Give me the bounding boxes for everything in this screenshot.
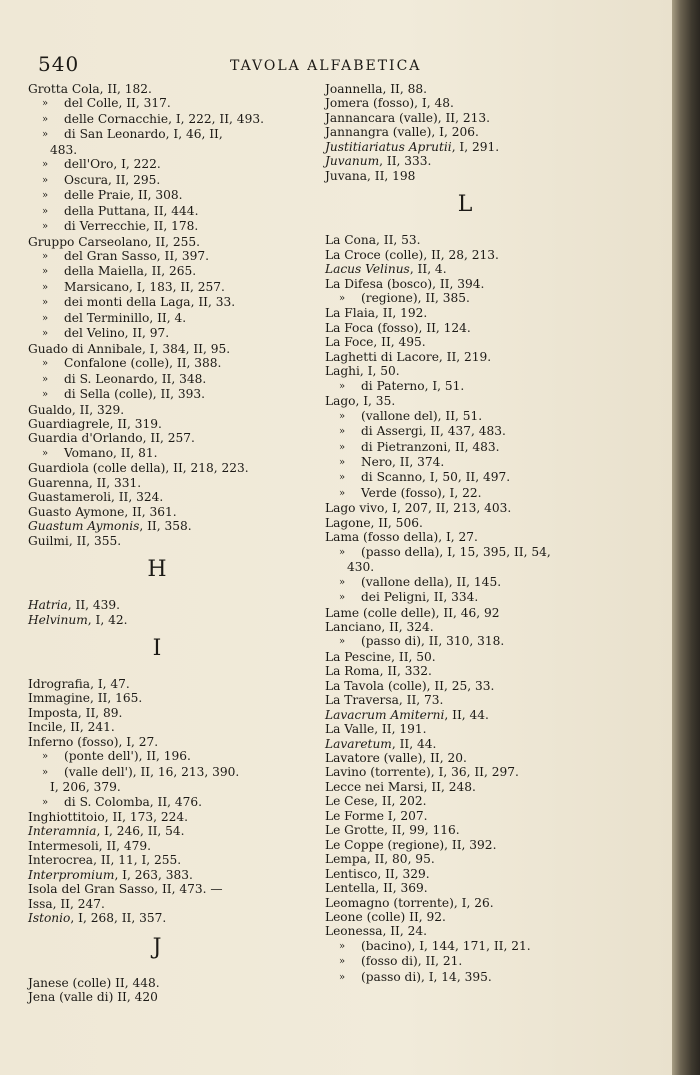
entry-text: Vomano, II, 81. <box>64 445 158 460</box>
entry-text: , II, 44. <box>444 707 489 722</box>
index-entry <box>325 516 655 530</box>
index-entry <box>28 976 308 990</box>
latin-name: Istonio <box>28 911 71 926</box>
ditto-mark: » <box>339 576 346 588</box>
index-subentry <box>325 409 655 424</box>
index-subentry <box>28 264 308 279</box>
index-entry <box>325 896 655 910</box>
section-letter: J <box>152 934 162 960</box>
entry-text: Incile, II, 241. <box>28 720 115 735</box>
entry-text: Lago vivo, I, 207, II, 213, 403. <box>325 501 512 516</box>
index-entry <box>325 838 655 852</box>
ditto-mark: » <box>339 636 346 648</box>
index-subentry <box>28 280 308 295</box>
ditto-mark: » <box>339 971 346 983</box>
latin-name: Lacus Velinus <box>325 262 410 277</box>
ditto-mark: » <box>42 751 49 763</box>
entry-text: , II, 439. <box>67 598 121 613</box>
ditto-mark: » <box>42 266 49 278</box>
entry-text: Confalone (colle), II, 388. <box>64 356 222 371</box>
index-subentry <box>28 749 308 764</box>
index-subentry <box>325 634 655 649</box>
entry-text: del Terminillo, II, 4. <box>64 310 187 325</box>
entry-text: , II, 4. <box>409 262 447 277</box>
index-entry <box>28 911 308 925</box>
index-entry <box>325 620 655 634</box>
index-subentry <box>28 219 308 234</box>
entry-text: La Difesa (bosco), II, 394. <box>325 276 485 291</box>
entry-text: Lagone, II, 506. <box>325 515 423 530</box>
entry-text: La Foce, II, 495. <box>325 335 426 350</box>
index-subentry <box>28 127 308 142</box>
index-subentry <box>325 575 655 590</box>
entry-text: (vallone del), II, 51. <box>361 408 483 423</box>
latin-name: Juvanum <box>325 154 380 169</box>
ditto-mark: » <box>339 940 346 952</box>
entry-text: , II, 358. <box>139 519 192 534</box>
entry-text: Inferno (fosso), I, 27. <box>28 734 159 749</box>
ditto-mark: » <box>42 373 49 385</box>
ditto-mark: » <box>339 456 346 468</box>
ditto-mark: » <box>339 546 346 558</box>
entry-text: La Valle, II, 191. <box>325 722 427 737</box>
index-subentry <box>28 157 308 172</box>
index-entry <box>28 735 308 749</box>
entry-text: Nero, II, 374. <box>361 454 445 469</box>
index-entry <box>28 613 308 627</box>
index-subentry <box>325 545 655 560</box>
index-entry <box>325 737 655 751</box>
index-entry <box>325 765 655 779</box>
ditto-mark: » <box>42 297 49 309</box>
index-entry <box>325 679 655 693</box>
index-entry <box>325 248 655 262</box>
entry-text: Lame (colle delle), II, 46, 92 <box>325 605 500 620</box>
index-entry <box>325 501 655 515</box>
index-entry-continuation <box>28 143 308 157</box>
index-entry <box>325 82 655 96</box>
entry-text: , II, 44. <box>391 736 437 751</box>
index-subentry <box>28 188 308 203</box>
entry-text: Guardiola (colle della), II, 218, 223. <box>28 461 249 476</box>
index-entry <box>325 394 655 408</box>
index-entry <box>28 897 308 911</box>
ditto-mark: » <box>339 380 346 392</box>
entry-text: (vallone della), II, 145. <box>361 574 502 589</box>
entry-text: delle Praie, II, 308. <box>64 188 183 203</box>
index-entry <box>325 350 655 364</box>
entry-text: Marsicano, I, 183, II, 257. <box>64 279 225 294</box>
entry-text: Immagine, II, 165. <box>28 691 143 706</box>
index-entry <box>325 664 655 678</box>
entry-text: Guardia d'Orlando, II, 257. <box>28 431 195 446</box>
entry-text: Inghiottitoio, II, 173, 224. <box>28 810 188 825</box>
latin-name: Lavacrum Amiterni <box>325 707 445 722</box>
entry-text: Joannella, II, 88. <box>325 82 427 96</box>
entry-text: di Verrecchie, II, 178. <box>64 219 199 234</box>
index-subentry <box>325 291 655 306</box>
index-entry <box>28 490 308 504</box>
index-entry <box>28 853 308 867</box>
entry-text: della Maiella, II, 265. <box>64 264 197 279</box>
index-entry <box>325 867 655 881</box>
entry-text: La Pescine, II, 50. <box>325 649 436 664</box>
entry-text: Guardiagrele, II, 319. <box>28 416 162 431</box>
index-subentry <box>28 112 308 127</box>
latin-name: Interamnia <box>28 824 97 839</box>
entry-text: Jena (valle di) II, 420 <box>28 990 158 1005</box>
index-entry <box>325 140 655 154</box>
index-subentry <box>325 440 655 455</box>
entry-text: Imposta, II, 89. <box>28 705 123 720</box>
index-subentry <box>28 295 308 310</box>
entry-text: Interocrea, II, 11, I, 255. <box>28 853 182 868</box>
section-letter: H <box>147 557 167 583</box>
entry-text: di Paterno, I, 51. <box>361 378 465 393</box>
entry-text: Leonessa, II, 24. <box>325 924 427 939</box>
index-entry <box>28 461 308 475</box>
entry-text: Lentella, II, 369. <box>325 881 428 896</box>
index-subentry <box>28 204 308 219</box>
entry-text: di San Leonardo, I, 46, II, <box>64 127 223 142</box>
entry-text: Oscura, II, 295. <box>64 172 161 187</box>
section-letter: I <box>152 635 162 661</box>
index-subentry <box>28 446 308 461</box>
ditto-mark: » <box>42 389 49 401</box>
entry-text: Juvana, II, 198 <box>325 168 416 183</box>
index-entry <box>325 722 655 736</box>
running-title: TAVOLA ALFABETICA <box>230 58 422 74</box>
index-entry <box>28 706 308 720</box>
entry-text: , I, 42. <box>87 612 128 627</box>
index-entry <box>28 868 308 882</box>
index-entry <box>28 342 308 356</box>
entry-text: Lentisco, II, 329. <box>325 866 430 881</box>
entry-text: Gualdo, II, 329. <box>28 402 125 417</box>
index-subentry <box>325 470 655 485</box>
entry-text: di Scanno, I, 50, II, 497. <box>361 470 511 485</box>
entry-text: , I, 246, II, 54. <box>96 824 185 839</box>
index-entry <box>28 810 308 824</box>
index-entry <box>325 277 655 291</box>
ditto-mark: » <box>339 487 346 499</box>
latin-name: Lavaretum <box>325 736 392 751</box>
index-subentry <box>325 970 655 985</box>
entry-text: La Roma, II, 332. <box>325 664 432 679</box>
index-entry <box>325 169 655 183</box>
entry-text: 430. <box>347 560 375 575</box>
index-entry <box>325 530 655 544</box>
entry-text: La Croce (colle), II, 28, 213. <box>325 247 499 262</box>
index-column-right <box>325 82 655 985</box>
entry-text: di S. Leonardo, II, 348. <box>64 371 207 386</box>
index-entry <box>325 910 655 924</box>
ditto-mark: » <box>42 796 49 808</box>
entry-text: delle Cornacchie, I, 222, II, 493. <box>64 111 264 126</box>
index-entry <box>28 824 308 838</box>
entry-text: Le Forme I, 207. <box>325 808 428 823</box>
entry-text: Lago, I, 35. <box>325 394 396 409</box>
index-subentry <box>28 311 308 326</box>
entry-text: Gruppo Carseolano, II, 255. <box>28 234 201 249</box>
entry-text: (passo della), I, 15, 395, II, 54, <box>361 544 551 559</box>
entry-text: di Sella (colle), II, 393. <box>64 387 206 402</box>
index-subentry <box>325 424 655 439</box>
entry-text: (passo di), II, 310, 318. <box>361 634 505 649</box>
entry-text: di S. Colomba, II, 476. <box>64 794 203 809</box>
index-entry <box>325 111 655 125</box>
entry-text: Jomera (fosso), I, 48. <box>325 96 454 111</box>
entry-text: Jannancara (valle), II, 213. <box>325 110 490 125</box>
ditto-mark: » <box>42 447 49 459</box>
index-entry <box>28 839 308 853</box>
ditto-mark: » <box>42 358 49 370</box>
entry-text: Laghi, I, 50. <box>325 364 400 379</box>
index-entry <box>325 693 655 707</box>
entry-text: Lecce nei Marsi, II, 248. <box>325 779 476 794</box>
entry-text: del Colle, II, 317. <box>64 96 171 111</box>
index-entry <box>325 852 655 866</box>
entry-text: Lavatore (valle), II, 20. <box>325 751 467 766</box>
ditto-mark: » <box>42 98 49 110</box>
ditto-mark: » <box>339 292 346 304</box>
entry-text: dell'Oro, I, 222. <box>64 157 161 172</box>
index-entry <box>28 534 308 548</box>
entry-text: (passo di), I, 14, 395. <box>361 969 492 984</box>
latin-name: Hatria <box>28 598 68 613</box>
index-subentry <box>28 326 308 341</box>
ditto-mark: » <box>42 159 49 171</box>
ditto-mark: » <box>42 766 49 778</box>
index-subentry <box>28 795 308 810</box>
index-entry <box>325 794 655 808</box>
index-subentry <box>28 356 308 371</box>
entry-text: Grotta Cola, II, 182. <box>28 82 152 96</box>
index-entry <box>325 335 655 349</box>
entry-text: La Flaia, II, 192. <box>325 306 428 321</box>
entry-text: (fosso di), II, 21. <box>361 954 463 969</box>
ditto-mark: » <box>42 328 49 340</box>
entry-text: , I, 263, 383. <box>114 867 193 882</box>
index-entry <box>28 235 308 249</box>
entry-text: Guastameroli, II, 324. <box>28 490 164 505</box>
entry-text: Guarenna, II, 331. <box>28 475 142 490</box>
entry-text: del Velino, II, 97. <box>64 326 170 341</box>
index-entry <box>325 606 655 620</box>
ditto-mark: » <box>42 174 49 186</box>
ditto-mark: » <box>42 129 49 141</box>
index-subentry <box>28 372 308 387</box>
index-entry <box>28 720 308 734</box>
ditto-mark: » <box>339 592 346 604</box>
entry-text: Guasto Aymone, II, 361. <box>28 504 177 519</box>
index-entry-continuation <box>325 560 655 574</box>
index-entry <box>28 677 308 691</box>
index-subentry <box>325 590 655 605</box>
index-entry <box>325 233 655 247</box>
index-entry <box>28 691 308 705</box>
ditto-mark: » <box>42 250 49 262</box>
index-subentry <box>325 954 655 969</box>
index-subentry <box>325 455 655 470</box>
ditto-mark: » <box>42 221 49 233</box>
index-entry <box>325 125 655 139</box>
book-binding-edge <box>672 0 700 1075</box>
index-subentry <box>325 939 655 954</box>
index-entry <box>28 82 308 96</box>
index-subentry <box>28 765 308 780</box>
index-entry <box>325 364 655 378</box>
index-entry <box>28 403 308 417</box>
entry-text: (bacino), I, 144, 171, II, 21. <box>361 938 531 953</box>
index-entry-continuation <box>28 780 308 794</box>
index-subentry <box>28 173 308 188</box>
entry-text: Leone (colle) II, 92. <box>325 910 446 925</box>
entry-text: Lavino (torrente), I, 36, II, 297. <box>325 765 519 780</box>
entry-text: (regione), II, 385. <box>361 290 470 305</box>
entry-text: Lama (fosso della), I, 27. <box>325 530 478 545</box>
index-entry <box>28 505 308 519</box>
latin-name: Helvinum <box>28 612 88 627</box>
entry-text: Lempa, II, 80, 95. <box>325 852 435 867</box>
index-subentry <box>325 379 655 394</box>
index-entry <box>325 823 655 837</box>
index-entry <box>325 780 655 794</box>
entry-text: Issa, II, 247. <box>28 896 105 911</box>
entry-text: di Assergi, II, 437, 483. <box>361 424 506 439</box>
entry-text: La Foca (fosso), II, 124. <box>325 320 471 335</box>
index-entry <box>28 431 308 445</box>
ditto-mark: » <box>339 956 346 968</box>
index-subentry <box>28 387 308 402</box>
index-entry <box>28 476 308 490</box>
index-entry <box>325 881 655 895</box>
index-entry <box>28 598 308 612</box>
entry-text: Verde (fosso), I, 22. <box>361 485 482 500</box>
entry-text: Jannangra (valle), I, 206. <box>325 125 479 140</box>
entry-text: della Puttana, II, 444. <box>64 203 199 218</box>
page-header <box>38 52 660 82</box>
ditto-mark: » <box>339 426 346 438</box>
entry-text: dei Peligni, II, 334. <box>361 590 479 605</box>
index-subentry <box>325 486 655 501</box>
ditto-mark: » <box>339 472 346 484</box>
entry-text: dei monti della Laga, II, 33. <box>64 295 236 310</box>
entry-text: Janese (colle) II, 448. <box>28 975 160 990</box>
page-number: 540 <box>38 52 80 76</box>
index-entry <box>325 96 655 110</box>
index-entry <box>325 751 655 765</box>
entry-text: Le Grotte, II, 99, 116. <box>325 823 460 838</box>
ditto-mark: » <box>42 205 49 217</box>
entry-text: Intermesoli, II, 479. <box>28 838 152 853</box>
entry-text: del Gran Sasso, II, 397. <box>64 248 210 263</box>
ditto-mark: » <box>339 441 346 453</box>
entry-text: Guilmi, II, 355. <box>28 533 122 548</box>
index-entry <box>28 417 308 431</box>
entry-text: I, 206, 379. <box>50 780 121 795</box>
entry-text: (valle dell'), II, 16, 213, 390. <box>64 764 240 779</box>
entry-text: La Traversa, II, 73. <box>325 693 444 708</box>
latin-name: Interpromium <box>28 867 115 882</box>
ditto-mark: » <box>42 113 49 125</box>
index-entry <box>325 306 655 320</box>
index-entry <box>325 809 655 823</box>
entry-text: Guado di Annibale, I, 384, II, 95. <box>28 341 231 356</box>
index-entry <box>28 519 308 533</box>
latin-name: Guastum Aymonis <box>28 519 140 534</box>
index-entry <box>325 154 655 168</box>
entry-text: Laghetti di Lacore, II, 219. <box>325 349 492 364</box>
section-letter: L <box>457 192 473 218</box>
index-entry <box>28 882 308 896</box>
entry-text: Le Coppe (regione), II, 392. <box>325 837 497 852</box>
entry-text: Leomagno (torrente), I, 26. <box>325 895 494 910</box>
index-column-left <box>28 82 308 1005</box>
entry-text: Isola del Gran Sasso, II, 473. — <box>28 882 223 897</box>
entry-text: La Tavola (colle), II, 25, 33. <box>325 678 495 693</box>
entry-text: , I, 268, II, 357. <box>70 911 167 926</box>
entry-text: La Cona, II, 53. <box>325 233 421 248</box>
entry-text: Lanciano, II, 324. <box>325 619 434 634</box>
index-entry <box>325 321 655 335</box>
latin-name: Justitiariatus Aprutii <box>325 139 452 154</box>
index-entry <box>325 924 655 938</box>
index-entry <box>325 262 655 276</box>
entry-text: , II, 333. <box>379 154 432 169</box>
ditto-mark: » <box>42 281 49 293</box>
entry-text: di Pietranzoni, II, 483. <box>361 439 500 454</box>
entry-text: Le Cese, II, 202. <box>325 794 427 809</box>
index-subentry <box>28 96 308 111</box>
entry-text: 483. <box>50 142 78 157</box>
entry-text: (ponte dell'), II, 196. <box>64 749 191 764</box>
entry-text: Idrografia, I, 47. <box>28 676 130 691</box>
entry-text: , I, 291. <box>451 139 500 154</box>
index-entry <box>325 650 655 664</box>
ditto-mark: » <box>42 312 49 324</box>
index-subentry <box>28 249 308 264</box>
ditto-mark: » <box>42 190 49 202</box>
index-entry <box>28 990 308 1004</box>
index-entry <box>325 708 655 722</box>
ditto-mark: » <box>339 410 346 422</box>
